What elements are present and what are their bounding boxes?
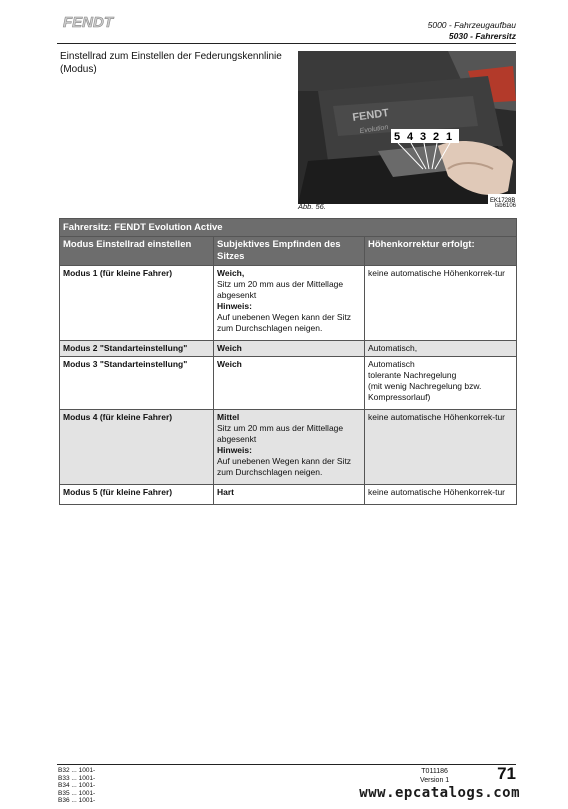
photo-tag: EK1728B [490, 198, 516, 204]
seat-subtext: Evolution [359, 124, 389, 135]
section-title: 5000 - Fahrzeugaufbau [427, 20, 516, 30]
footer-doc-info [420, 767, 449, 785]
footer-rule [57, 764, 516, 765]
row-mode: Modus 3 "Standarteinstellung" [60, 357, 214, 410]
header-correction: Höhenkorrektur erfolgt: [365, 237, 517, 266]
table-title: Fahrersitz: FENDT Evolution Active [60, 219, 517, 237]
row-mode: Modus 5 (für kleine Fahrer) [60, 485, 214, 505]
footer-models [58, 767, 95, 805]
table-title-row [60, 219, 517, 237]
svg-text:FENDT: FENDT [63, 14, 113, 30]
row-mode: Modus 2 "Standarteinstellung" [60, 341, 214, 357]
header-mode: Modus Einstellrad einstellen [60, 237, 214, 266]
model-line: B36 ... 1001- [58, 797, 96, 804]
feel-title: Hart [214, 485, 365, 505]
table-row [60, 266, 517, 341]
correction-line: tolerante Nachregelung [368, 370, 457, 380]
page-number: 71 [497, 764, 516, 783]
seat-photo [298, 51, 516, 204]
dial-number-1: 1 [446, 131, 453, 143]
header-rule [57, 43, 516, 44]
row-mode: Modus 1 (für kleine Fahrer) [60, 266, 214, 341]
seat-logo-text: FENDT [351, 106, 390, 124]
figure-label: Abb. 56. [298, 202, 326, 211]
page-header [428, 20, 516, 42]
feel-title: Weich [214, 357, 365, 410]
table-row [60, 410, 517, 485]
feel-text: Sitz um 20 mm aus der Mittellage abgesenkt [217, 279, 344, 300]
model-line: B35 ... 1001- [58, 789, 96, 797]
row-correction: Automatisch, [365, 341, 517, 357]
dial-number-3: 3 [420, 131, 427, 143]
correction-line: Automatisch [368, 359, 415, 369]
model-line: B33 ... 1001- [58, 774, 96, 782]
note-text: Auf unebenen Wegen kann der Sitz zum Durchschlagen neigen. [217, 456, 352, 477]
row-feel [214, 410, 365, 485]
note-label: Hinweis: [217, 445, 252, 455]
row-correction [365, 485, 517, 505]
model-line: B32 ... 1001- [58, 767, 96, 774]
dial-number-5: 5 [394, 131, 401, 143]
fendt-logo [57, 14, 119, 30]
row-correction: keine automatische Höhenkorrek-tur [365, 266, 517, 341]
watermark: www.epcatalogs.com [359, 785, 520, 801]
correction-line: (mit wenig Nachregelung bzw. Kompressorlauf) [368, 381, 482, 402]
feel-title: Mittel [217, 412, 240, 422]
subsection-title: 5030 - Fahrersitz [448, 31, 516, 41]
row-correction [365, 357, 517, 410]
table-row [60, 341, 517, 357]
row-mode: Modus 4 (für kleine Fahrer) [60, 410, 214, 485]
seat-mode-table [59, 218, 517, 505]
note-label: Hinweis: [217, 301, 252, 311]
dial-number-2: 2 [433, 131, 440, 143]
doc-number: T011186 [421, 768, 448, 775]
feel-title: Weich, [217, 268, 245, 278]
table-row [60, 357, 517, 410]
figure-caption: Einstellrad zum Einstellen der Federungskennlinie (Modus) [60, 51, 282, 75]
feel-title: Weich [214, 341, 365, 357]
table-header-row [60, 237, 517, 266]
row-feel [214, 266, 365, 341]
doc-version: Version 1 [420, 777, 450, 784]
figure-image-id: lsb6106 [494, 203, 516, 209]
header-feel: Subjektives Empfinden des Sitzes [214, 237, 365, 266]
correction-text: keine automatische Höhenkorrek-tur [368, 487, 506, 497]
model-line: B34 ... 1001- [58, 782, 96, 789]
note-text: Auf unebenen Wegen kann der Sitz zum Durchschlagen neigen. [217, 312, 352, 333]
table-row [60, 485, 517, 505]
dial-number-4: 4 [407, 131, 414, 143]
row-correction: keine automatische Höhenkorrek-tur [365, 410, 517, 485]
feel-text: Sitz um 20 mm aus der Mittellage abgesenkt [217, 423, 344, 444]
